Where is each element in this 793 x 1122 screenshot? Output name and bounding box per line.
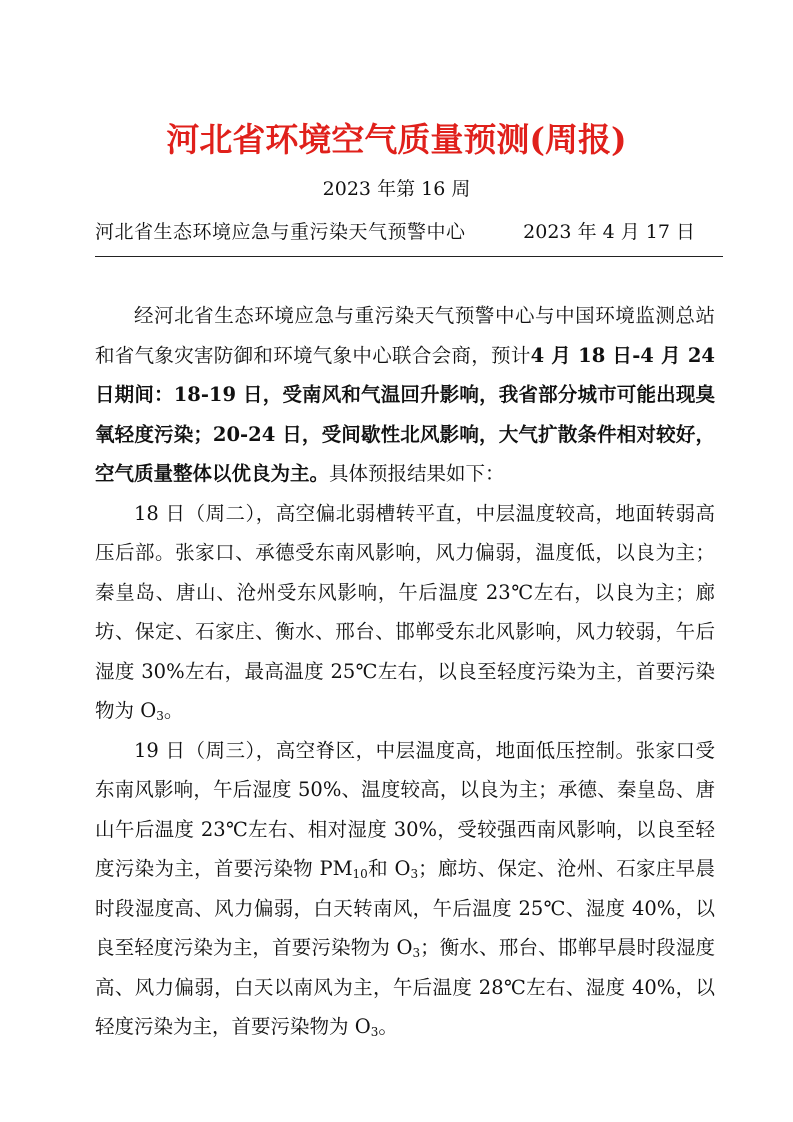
day19-text-d: ；衡水、邢台、邯郸早晨时段湿度高、风力偏弱，白天以南风为主，午后温度 28℃左右、湿度 40%，以轻度污染为主，首要污染物为 O xyxy=(95,936,715,1038)
document-body xyxy=(95,296,715,1047)
o3-subscript: 3 xyxy=(156,709,164,723)
intro-forecast-summary: 4 月 18 日-4 月 24 日期间：18-19 日，受南风和气温回升影响，我省部分城市可能出现臭氧轻度污染；20-24 日，受间歇性北风影响，大气扩散条件相对较好，空气质量整体以优良为主。 xyxy=(95,343,715,485)
day18-paragraph xyxy=(95,494,715,731)
pm10-subscript: 10 xyxy=(352,867,368,881)
intro-lead: 经河北省生态环境应急与重污染天气预警中心与中国环境监测总站和省气象灾害防御和环境气象中心联合会商，预计 xyxy=(95,304,715,367)
document-title: 河北省环境空气质量预测(周报) xyxy=(166,120,627,159)
day19-text-c: ；廊坊、保定、沧州、石家庄早晨时段湿度高、风力偏弱，白天转南风，午后温度 25℃、湿度 40%，以良至轻度污染为主，首要污染物为 O xyxy=(95,857,715,959)
header-divider xyxy=(95,256,723,257)
o3-subscript: 3 xyxy=(410,867,419,881)
intro-paragraph xyxy=(95,296,715,494)
intro-tail: 具体预报结果如下： xyxy=(329,462,505,485)
day18-end: 。 xyxy=(163,699,184,722)
issuing-agency: 河北省生态环境应急与重污染天气预警中心 xyxy=(95,221,466,243)
day19-paragraph xyxy=(95,731,715,1047)
day19-text-a: 19 日（周三），高空脊区，中层温度高，地面低压控制。张家口受东南风影响，午后湿度 50%、温度较高，以良为主；承德、秦皇岛、唐山午后温度 23℃左右、相对湿度 30%，受较强西南风影响，以良至轻度污染为主，首要污染物 PM xyxy=(95,738,715,880)
issue-number: 2023 年第 16 周 xyxy=(322,178,471,200)
day19-text-b: 和 O xyxy=(367,857,411,880)
o3-subscript: 3 xyxy=(412,946,421,960)
o3-subscript: 3 xyxy=(370,1025,379,1039)
day18-text: 18 日（周二），高空偏北弱槽转平直，中层温度较高，地面转弱高压后部。张家口、承德受东南风影响，风力偏弱，温度低，以良为主；秦皇岛、唐山、沧州受东风影响，午后温度 23℃左右，以良为主；廊坊、保定、石家庄、衡水、邢台、邯郸受东北风影响，风力较弱，午后湿度 30%左右，最高温度 25℃左右，以良至轻度污染为主，首要污染物为 O xyxy=(95,501,715,722)
issue-date: 2023 年 4 月 17 日 xyxy=(523,221,695,243)
day19-end: 。 xyxy=(378,1015,398,1038)
